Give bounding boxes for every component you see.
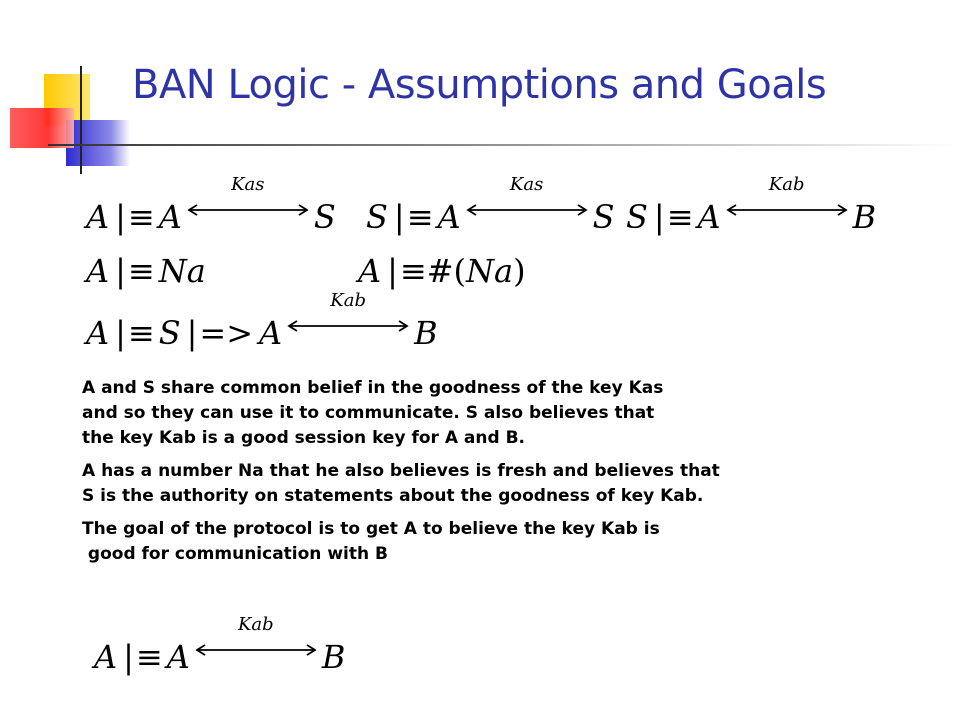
formula-bar: | (393, 198, 405, 236)
believes-symbol: ≡ (127, 314, 155, 352)
formula-left-principal: A (697, 198, 721, 236)
formula-bar: | (115, 252, 126, 290)
formula-s-believes-kab (626, 174, 877, 236)
formula-s-believes-kas (366, 174, 615, 236)
key-arrow (186, 174, 310, 228)
formula-right-principal: S (313, 198, 336, 236)
formula-right-principal: B (414, 314, 438, 352)
key-label: Kas (509, 174, 544, 195)
page-title: BAN Logic - Assumptions and Goals (132, 62, 827, 108)
key-arrow (194, 614, 318, 668)
formula-bar: | (123, 638, 134, 676)
formula-right-principal: B (321, 638, 346, 676)
formula-believer: S (626, 198, 648, 236)
formula-bar: | (115, 314, 126, 352)
double-arrow-icon (725, 204, 849, 216)
formula-a-believes-kas (86, 174, 336, 236)
explanation-paragraph: A has a number Na that he also believes is fresh and believes that S is the authority on statements about the goodness of key Kab. (82, 461, 720, 506)
formula-bar: | (387, 252, 398, 290)
believes-symbol: ≡ (127, 252, 155, 290)
key-arrow (465, 174, 589, 228)
formula-nonce: Na (466, 252, 514, 290)
formula-believer: S (366, 198, 388, 236)
formula-left-principal: A (158, 198, 182, 236)
key-label: Kab (237, 614, 274, 635)
believes-symbol: ≡ (406, 198, 434, 236)
explanation-paragraph: A and S share common belief in the goodness of the key Kas and so they can use it to communicate. S also believes that the key Kab is a good session key for A and B. (82, 378, 664, 448)
formula-bar: | (186, 314, 198, 352)
close-paren: ) (513, 252, 526, 290)
double-arrow-icon (465, 204, 589, 216)
formula-nonce: Na (158, 252, 206, 290)
formula-a-jurisdiction (86, 290, 438, 352)
formula-bar: | (653, 198, 665, 236)
formula-a-believes-fresh (358, 252, 526, 290)
deco-red-square (10, 108, 74, 148)
formula-left-principal: A (166, 638, 190, 676)
fresh-symbol: # (426, 252, 454, 290)
double-arrow-icon (286, 320, 410, 332)
deco-vertical-line (80, 66, 82, 174)
double-arrow-icon (194, 644, 318, 656)
formula-believer: A (86, 252, 110, 290)
title-divider (48, 144, 960, 146)
believes-symbol: ≡ (399, 252, 427, 290)
open-paren: ( (453, 252, 466, 290)
deco-blue-square (66, 120, 130, 166)
goal-formula (94, 614, 346, 676)
double-arrow-icon (186, 204, 310, 216)
formula-left-principal: A (259, 314, 283, 352)
explanation-paragraph: The goal of the protocol is to get A to believe the key Kab is good for communication with B (82, 519, 660, 564)
formula-believer: A (358, 252, 382, 290)
formula-bar: | (115, 198, 126, 236)
formula-believer: A (86, 314, 110, 352)
key-arrow (725, 174, 849, 228)
controls-symbol: => (199, 314, 254, 352)
formula-believer: A (86, 198, 110, 236)
key-label: Kab (330, 290, 366, 311)
formula-right-principal: B (852, 198, 877, 236)
explanation-text (82, 376, 902, 575)
formula-a-believes-na (86, 252, 206, 290)
believes-symbol: ≡ (135, 638, 163, 676)
assumption-formulas (82, 174, 902, 362)
key-arrow (286, 290, 410, 344)
formula-believer: A (94, 638, 118, 676)
formula-left-principal: A (437, 198, 461, 236)
formula-right-principal: S (592, 198, 615, 236)
key-label: Kab (768, 174, 805, 195)
key-label: Kas (231, 174, 265, 195)
formula-authority: S (158, 314, 181, 352)
believes-symbol: ≡ (127, 198, 155, 236)
believes-symbol: ≡ (666, 198, 694, 236)
